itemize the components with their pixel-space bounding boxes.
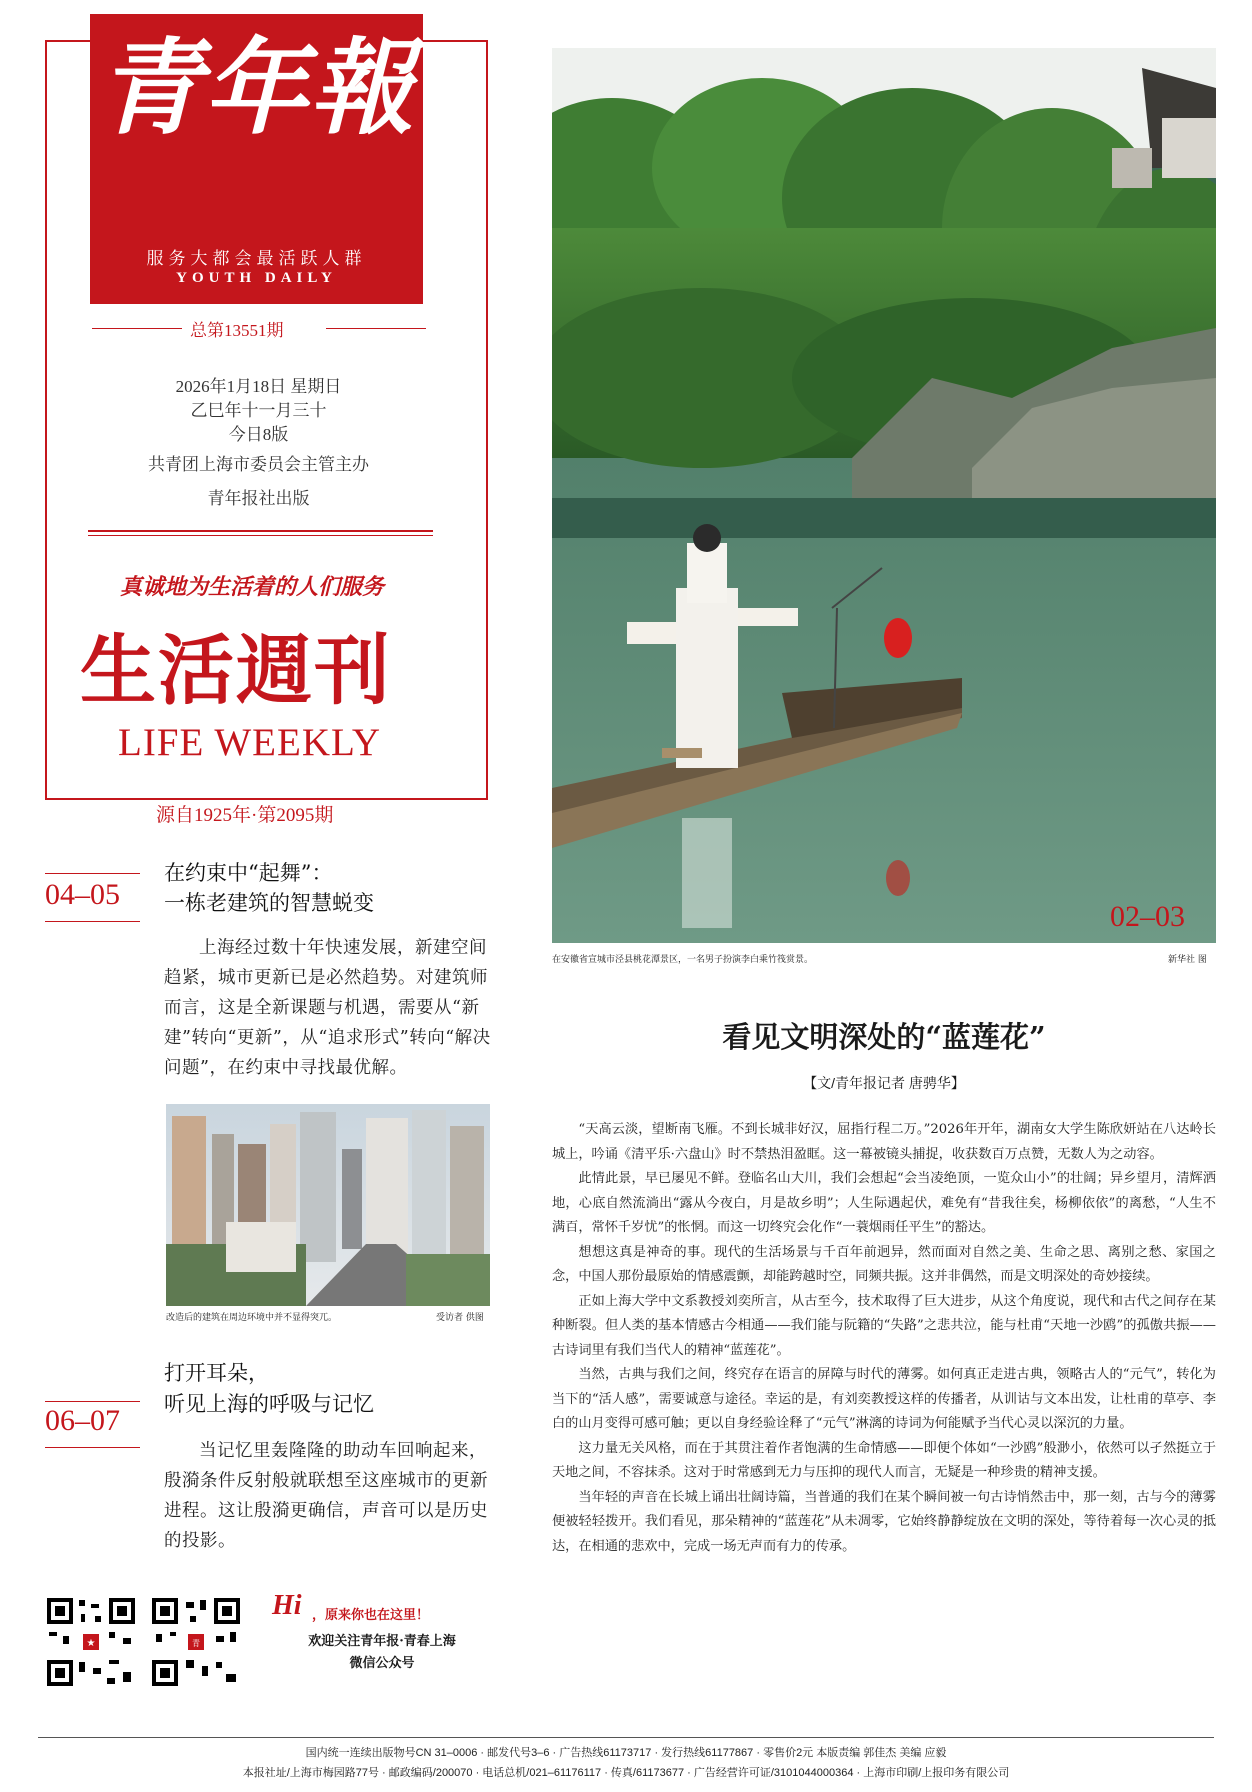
qr-code-icon[interactable] <box>45 1596 137 1688</box>
photo-caption: 在安徽省宣城市泾县桃花潭景区，一名男子扮演李白乘竹筏赏景。 <box>552 955 814 965</box>
lunar-date: 乙巳年十一月三十 <box>190 401 327 420</box>
article-paragraph: 此情此景，早已屡见不鲜。登临名山大川，我们会想起“会当凌绝顶，一览众山小”的壮阔；异乡望月，清辉洒地，心底自然流淌出“露从今夜白，月是故乡明”；人生际遇起伏，难免有“昔我往矣，杨柳依依”的离愁，“人生不满百，常怀千岁忧”的怅惘。而这一切终究会化作“一蓑烟雨任平生”的豁达。 <box>552 1171 1216 1235</box>
weekly-tagline: 真诚地为生活着的人们服务 <box>120 574 385 600</box>
logo-english: YOUTH DAILY <box>176 270 337 286</box>
svg-text:★: ★ <box>86 1638 96 1649</box>
photo-credit: 受访者 供图 <box>436 1313 484 1323</box>
divider <box>326 328 426 329</box>
divider <box>45 873 140 874</box>
footer-line2: 本报社址/上海市梅园路77号 · 邮政编码/200070 · 电话总机/021–61176117 · 传真/61173677 · 广告经营许可证/3101044000364 · 上海市印刷/上报印务有限公司 <box>242 1767 1010 1779</box>
publisher: 青年报社出版 <box>207 489 310 508</box>
article-paragraph: 当年轻的声音在长城上诵出壮阔诗篇，当普通的我们在某个瞬间被一句古诗悄然击中，那一刻，古与今的薄雾便被轻轻拨开。我们看见，那朵精神的“蓝莲花”从未凋零，它始终静静绽放在文明的深处，等待着每一次心灵的抵达，在相通的悲欢中，完成一场无声而有力的传承。 <box>552 1489 1216 1554</box>
weekly-issue: 源自1925年·第2095期 <box>150 800 339 827</box>
lake-photo <box>552 48 1216 943</box>
qr-hi: Hi <box>272 1590 302 1621</box>
divider <box>88 535 433 536</box>
teaser-page-number: 06–07 <box>45 1404 120 1437</box>
divider <box>45 921 140 922</box>
article-paragraph: 正如上海大学中文系教授刘奕所言，从古至今，技术取得了巨大进步，从这个角度说，现代和古代之间存在某种断裂。但人类的基本情感古今相通——我们能与阮籍的“失路”之悲共泣，能与杜甫“天地一沙鸥”的孤傲共振——古诗词里有我们当代人的精神“蓝莲花”。 <box>552 1293 1216 1358</box>
article-paragraph: “天高云淡，望断南飞雁。不到长城非好汉，屈指行程二万。”2026年开年，湖南女大学生陈欣妍站在八达岭长城上，吟诵《清平乐·六盘山》时不禁热泪盈眶。这一幕被镜头捕捉，收获数百万点赞，无数人为之动容。 <box>552 1122 1216 1162</box>
svg-text:青: 青 <box>192 1639 200 1648</box>
weekly-title: 生活週刊 <box>80 626 392 715</box>
teaser-title-line1: 打开耳朵， <box>164 1361 269 1385</box>
teaser-body: 上海经过数十年快速发展，新建空间趋紧，城市更新已是必然趋势。对建筑师而言，这是全新课题与机遇，需要从“新建”转向“更新”，从“追求形式”转向“解决问题”，在约束中寻找最优解。 <box>164 938 491 1078</box>
article-byline: 【文/青年报记者 唐骋华】 <box>803 1075 965 1091</box>
qr-promo-line3: 微信公众号 <box>349 1656 415 1671</box>
teaser-body: 当记忆里轰隆隆的助动车回响起来，殷漪条件反射般就联想至这座城市的更新进程。这让殷漪更确信，声音可以是历史的投影。 <box>164 1441 488 1551</box>
article-paragraph: 这力量无关风格，而在于其贯注着作者饱满的生命情感——即便个体如“一沙鸥”般渺小，依然可以孑然挺立于天地之间，不容抹杀。这对于时常感到无力与压抑的现代人而言，无疑是一种珍贵的精神支援。 <box>552 1440 1216 1480</box>
photo-caption: 改造后的建筑在周边环境中并不显得突兀。 <box>166 1313 338 1323</box>
qr-promo-line1: ，原来你也在这里！ <box>312 1608 430 1623</box>
qr-promo-line2: 欢迎关注青年报·青春上海 <box>308 1634 456 1649</box>
logo-slogan: 服务大都会最活跃人群 <box>146 249 367 269</box>
newspaper-logo <box>90 14 423 304</box>
teaser-title-line2: 听见上海的呼吸与记忆 <box>164 1392 374 1416</box>
divider <box>88 530 433 532</box>
teaser-page-number: 04–05 <box>45 878 120 911</box>
page-count: 今日8版 <box>228 425 289 444</box>
article-body <box>552 1118 1216 1559</box>
article-paragraph: 当然，古典与我们之间，终究存在语言的屏障与时代的薄雾。如何真正走进古典，领略古人的“元气”，转化为当下的“活人感”，需要诚意与途径。幸运的是，有刘奕教授这样的传播者，从训诂与文本出发，让杜甫的草亭、李白的山月变得可感可触；更以自身经验诠释了“元气”淋漓的诗词为何能赋予当代心灵以深沉的力量。 <box>552 1367 1216 1431</box>
weekly-title-english: LIFE WEEKLY <box>118 721 382 764</box>
total-issue: 总第13551期 <box>190 321 284 340</box>
photo-credit: 新华社 图 <box>1168 955 1207 965</box>
teaser-title-line1: 在约束中“起舞”： <box>164 861 333 885</box>
building-photo <box>166 1104 490 1306</box>
footer-divider <box>38 1737 1214 1738</box>
divider <box>45 1401 140 1402</box>
divider <box>92 328 182 329</box>
qr-code-icon[interactable] <box>150 1596 242 1688</box>
footer-line1: 国内统一连续出版物号CN 31–0006 · 邮发代号3–6 · 广告热线61173717 · 发行热线61177867 · 零售价2元 本版责编 郭佳杰 美编 应毅 <box>305 1747 947 1759</box>
issue-date: 2026年1月18日 星期日 <box>175 377 342 396</box>
logo-text: 青年報 <box>97 26 416 149</box>
teaser-title-line2: 一栋老建筑的智慧蜕变 <box>164 891 374 915</box>
article-paragraph: 想想这真是神奇的事。现代的生活场景与千百年前迥异，然而面对自然之美、生命之思、离别之愁、家国之念，中国人那份最原始的情感震颤，却能跨越时空，同频共振。这并非偶然，而是文明深处的奇妙接续。 <box>552 1244 1216 1284</box>
divider <box>45 1447 140 1448</box>
sponsor: 共青团上海市委员会主管主办 <box>148 455 369 474</box>
article-title: 看见文明深处的“蓝莲花” <box>722 1020 1046 1054</box>
photo-page-number: 02–03 <box>1110 900 1185 933</box>
